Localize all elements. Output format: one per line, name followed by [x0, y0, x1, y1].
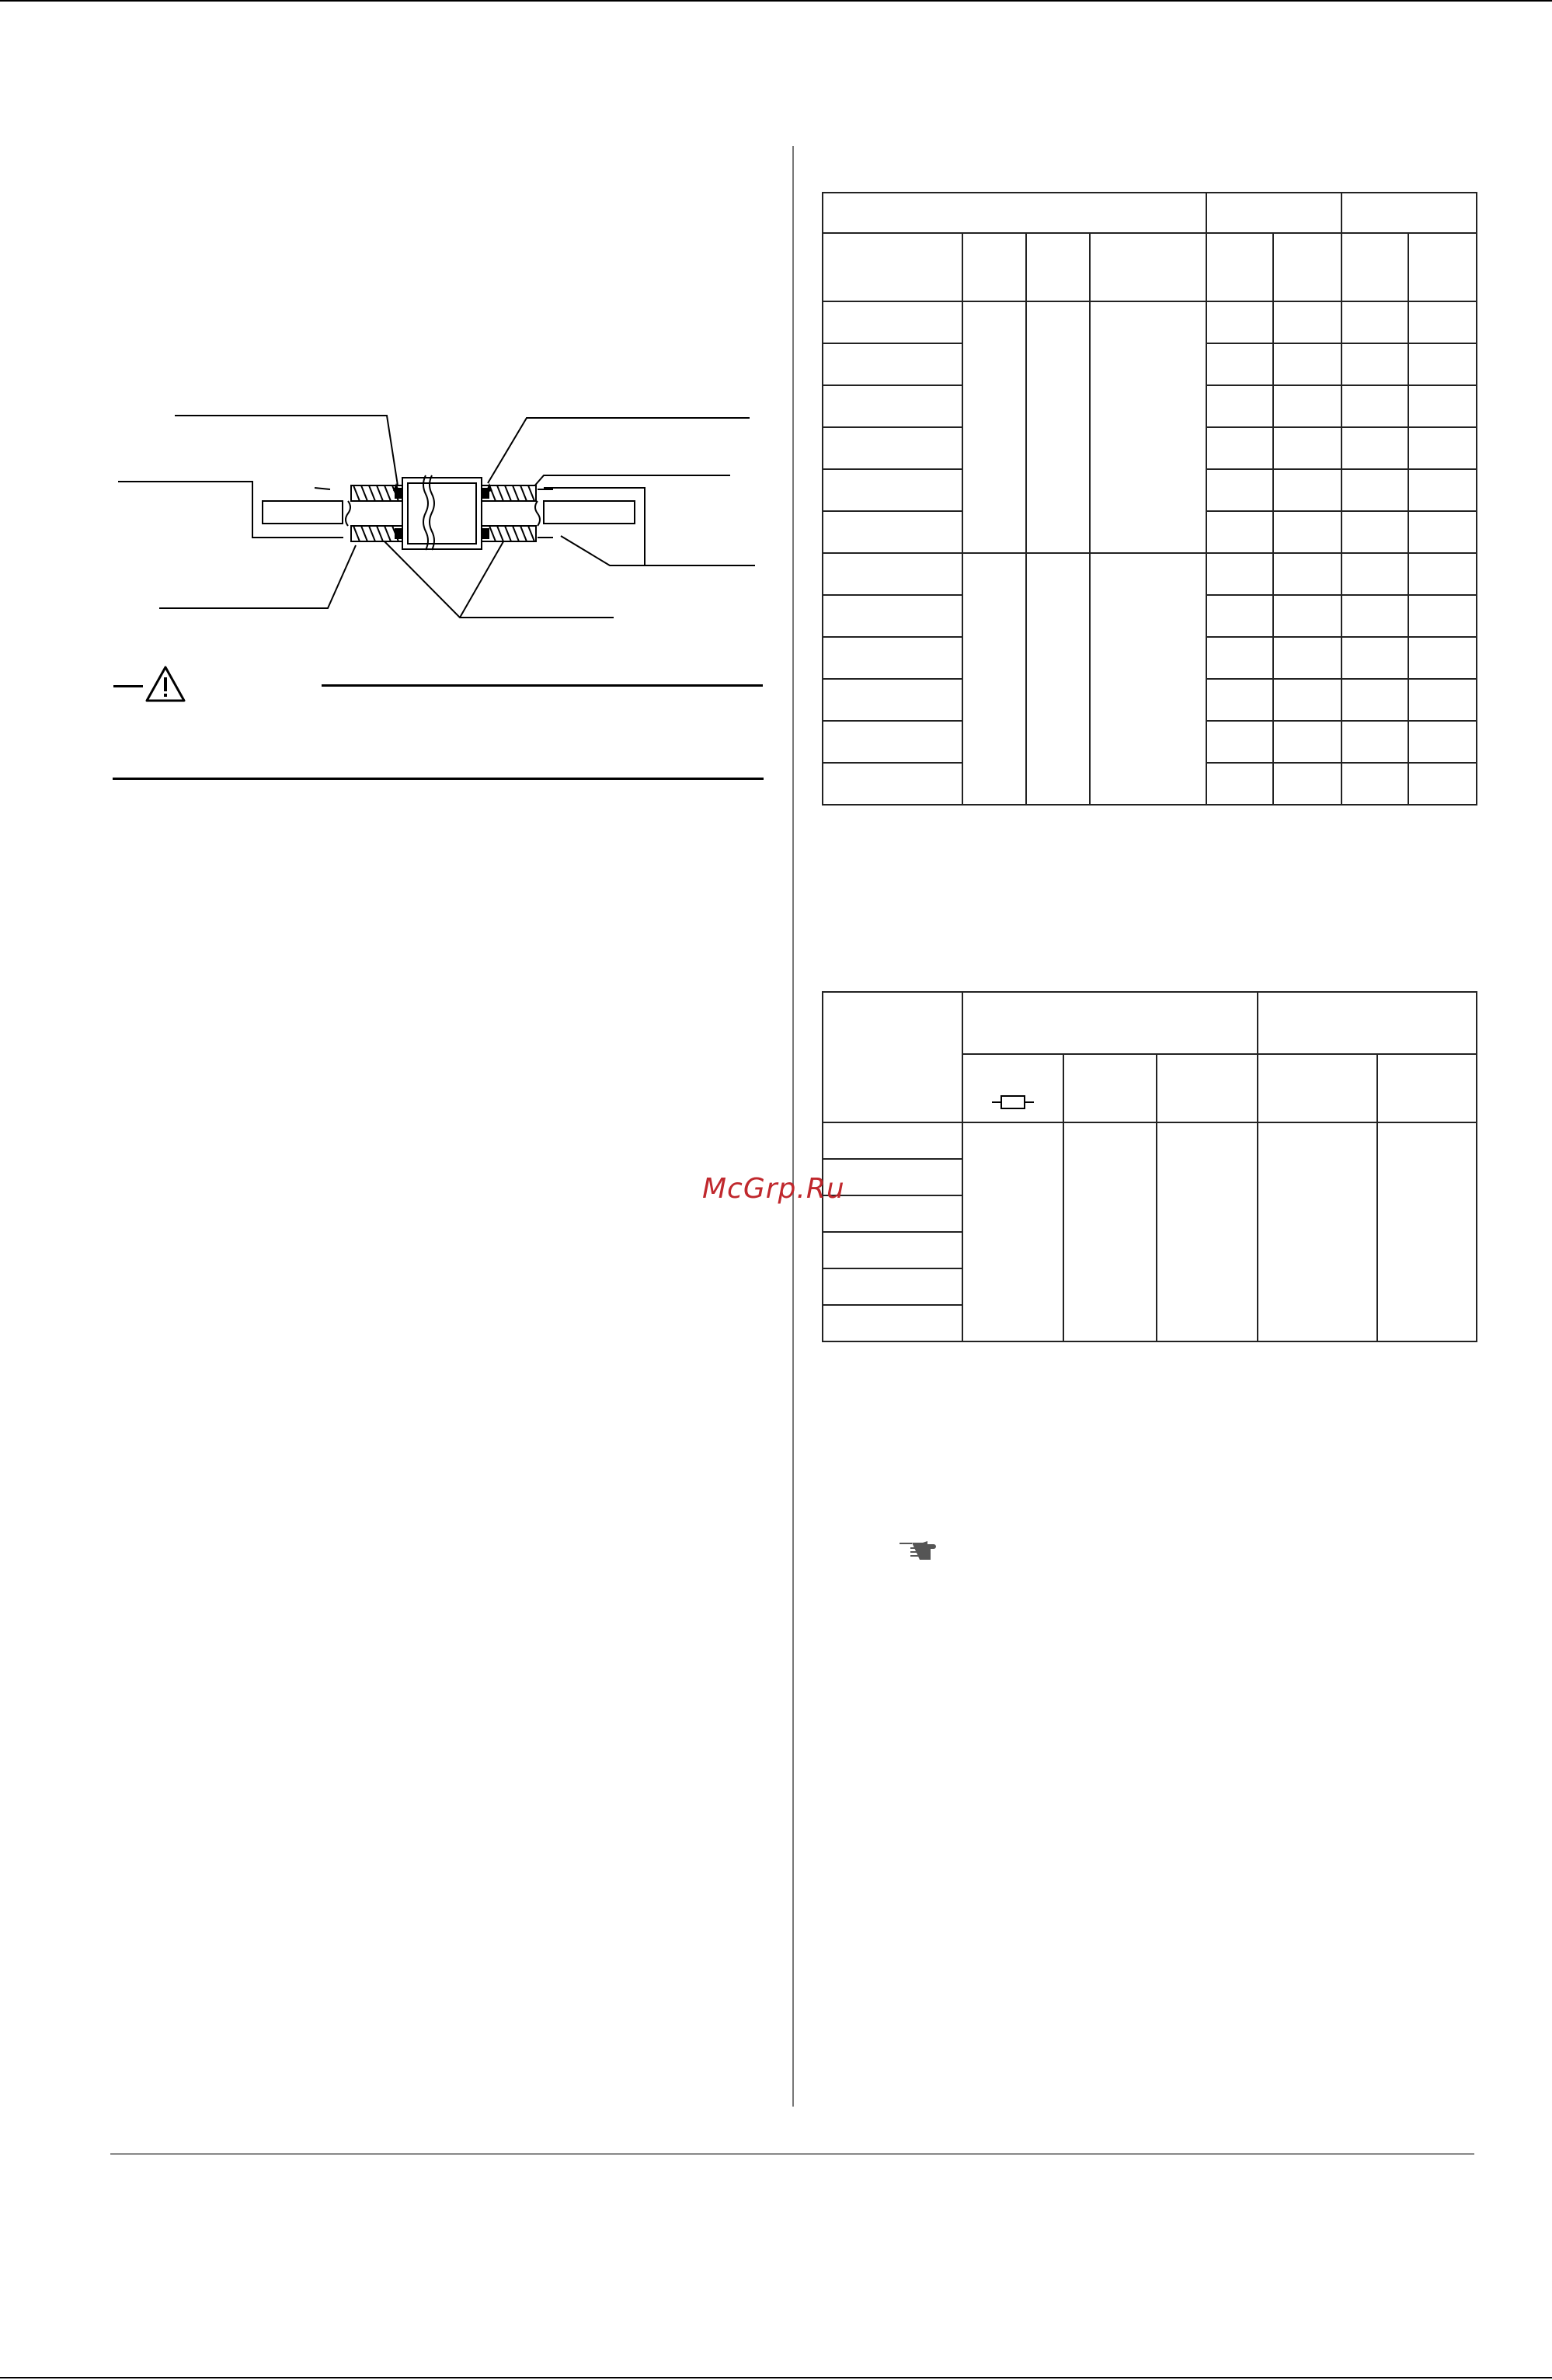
table-row: [823, 992, 1477, 1054]
pointing-hand-reference-icon: [900, 1541, 937, 1561]
fuse-symbol-icon: [992, 1094, 1034, 1111]
warning-bottom-rule: [113, 778, 764, 780]
bottom-page-rule: [0, 2377, 1552, 2378]
warning-title-rule: [322, 684, 763, 687]
table-row: [823, 193, 1477, 233]
footer-rule: [110, 2153, 1474, 2155]
warning-lead-line: [113, 685, 143, 687]
table-row: [823, 1122, 1477, 1159]
table-row: [823, 301, 1477, 343]
upper-table: [822, 192, 1477, 806]
lower-table: [822, 991, 1477, 1342]
watermark: McGrp.Ru: [702, 1173, 845, 1205]
table-row: [823, 233, 1477, 301]
table-row: [823, 553, 1477, 595]
warning-triangle-icon: [144, 665, 186, 704]
